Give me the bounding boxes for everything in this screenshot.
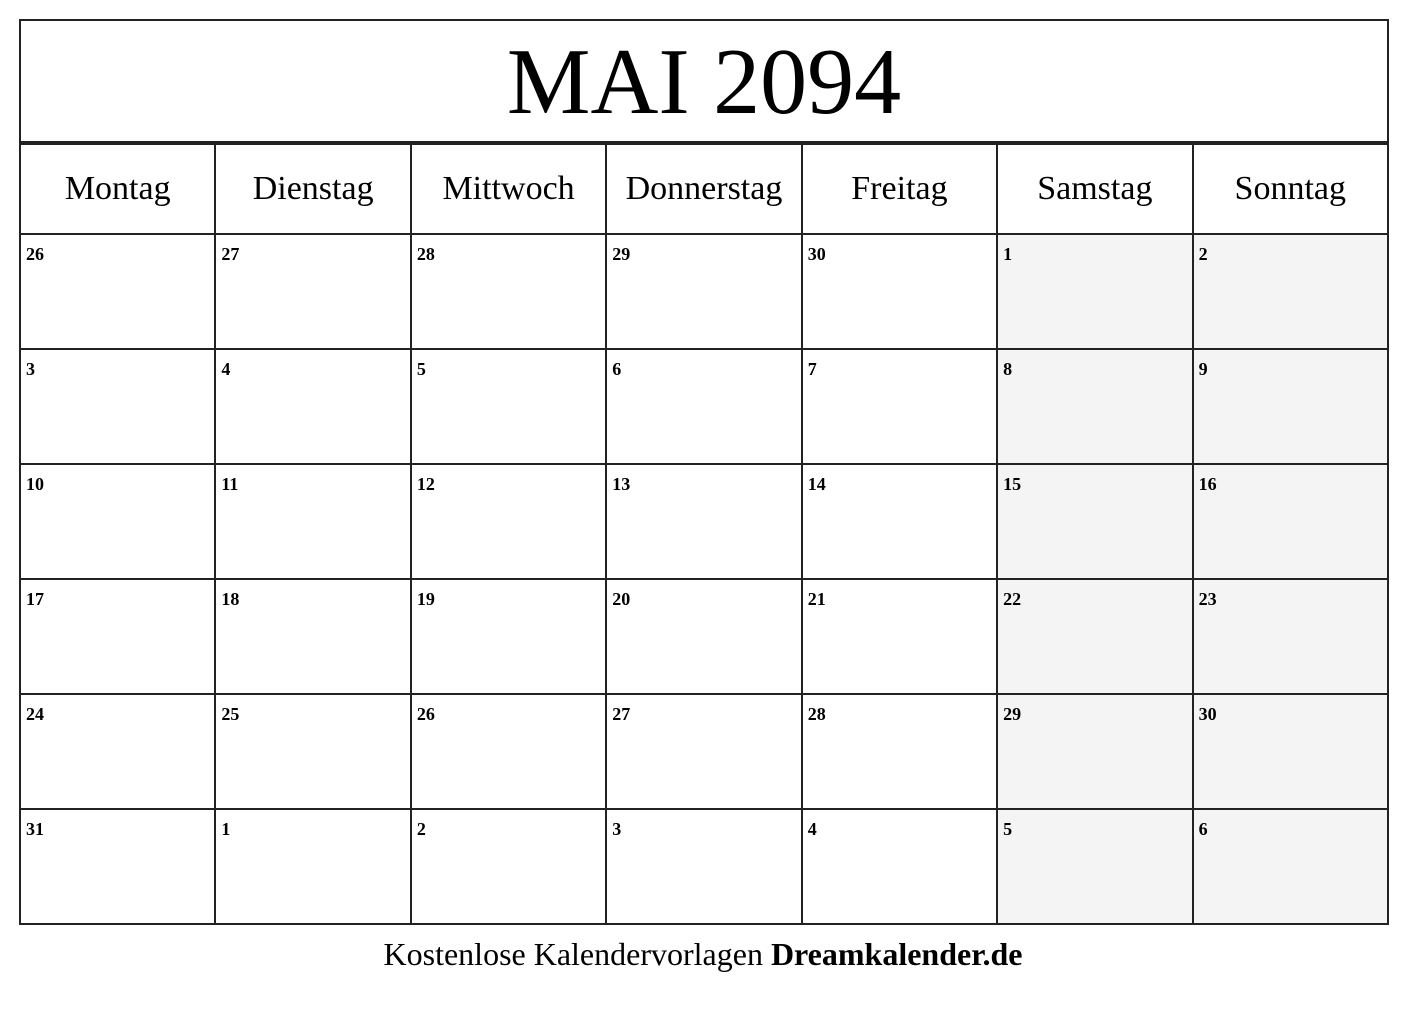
weekday-header-freitag: Freitag bbox=[803, 145, 998, 235]
day-cell bbox=[998, 350, 1193, 465]
day-cell bbox=[216, 350, 411, 465]
day-cell bbox=[412, 465, 607, 580]
calendar-title: MAI 2094 bbox=[506, 30, 902, 134]
footer-brand: Dreamkalender.de bbox=[770, 936, 1023, 972]
day-number: 2 bbox=[416, 819, 426, 839]
day-cell bbox=[412, 350, 607, 465]
day-number: 29 bbox=[1003, 704, 1022, 724]
day-number: 30 bbox=[1198, 704, 1217, 724]
day-number: 14 bbox=[807, 474, 826, 494]
day-number: 23 bbox=[1198, 589, 1217, 609]
day-cell bbox=[216, 810, 411, 925]
day-cell bbox=[1194, 350, 1389, 465]
day-cell bbox=[607, 810, 802, 925]
day-cell bbox=[216, 235, 411, 350]
day-cell bbox=[21, 580, 216, 695]
day-number: 19 bbox=[416, 589, 435, 609]
day-number: 27 bbox=[612, 704, 631, 724]
footer bbox=[0, 936, 1406, 973]
day-number: 29 bbox=[612, 244, 631, 264]
day-cell bbox=[1194, 235, 1389, 350]
day-number: 18 bbox=[221, 589, 240, 609]
day-number: 8 bbox=[1003, 359, 1013, 379]
day-number: 12 bbox=[416, 474, 435, 494]
day-number: 24 bbox=[26, 704, 44, 724]
day-cell bbox=[1194, 580, 1389, 695]
day-number: 1 bbox=[221, 819, 231, 839]
day-cell bbox=[21, 350, 216, 465]
day-cell bbox=[998, 465, 1193, 580]
weekday-header-mittwoch: Mittwoch bbox=[412, 145, 607, 235]
day-cell bbox=[1194, 465, 1389, 580]
day-cell bbox=[998, 235, 1193, 350]
day-cell bbox=[803, 810, 998, 925]
day-cell bbox=[607, 580, 802, 695]
day-cell bbox=[803, 235, 998, 350]
day-cell bbox=[998, 580, 1193, 695]
day-number: 13 bbox=[612, 474, 631, 494]
day-number: 31 bbox=[26, 819, 44, 839]
day-cell bbox=[607, 350, 802, 465]
day-cell bbox=[803, 350, 998, 465]
day-cell bbox=[216, 580, 411, 695]
day-cell bbox=[21, 810, 216, 925]
day-cell bbox=[998, 695, 1193, 810]
day-cell bbox=[607, 465, 802, 580]
day-number: 10 bbox=[26, 474, 44, 494]
day-cell bbox=[412, 695, 607, 810]
day-number: 26 bbox=[26, 244, 44, 264]
day-number: 9 bbox=[1198, 359, 1208, 379]
weekday-header-samstag: Samstag bbox=[998, 145, 1193, 235]
day-number: 4 bbox=[221, 359, 231, 379]
day-number: 2 bbox=[1198, 244, 1208, 264]
day-cell bbox=[803, 465, 998, 580]
day-cell bbox=[607, 695, 802, 810]
day-number: 16 bbox=[1198, 474, 1217, 494]
day-number: 11 bbox=[221, 474, 239, 494]
day-number: 28 bbox=[416, 244, 435, 264]
day-cell bbox=[412, 810, 607, 925]
day-number: 17 bbox=[26, 589, 44, 609]
day-number: 15 bbox=[1003, 474, 1022, 494]
day-cell bbox=[21, 465, 216, 580]
day-cell bbox=[803, 580, 998, 695]
day-number: 30 bbox=[807, 244, 826, 264]
day-number: 6 bbox=[612, 359, 622, 379]
day-cell bbox=[21, 695, 216, 810]
calendar-grid bbox=[19, 143, 1389, 925]
day-cell bbox=[412, 235, 607, 350]
weekday-header-donnerstag: Donnerstag bbox=[607, 145, 802, 235]
day-cell bbox=[998, 810, 1193, 925]
day-number: 5 bbox=[1003, 819, 1013, 839]
day-cell bbox=[216, 465, 411, 580]
title-box bbox=[19, 19, 1389, 143]
day-cell bbox=[1194, 695, 1389, 810]
day-number: 25 bbox=[221, 704, 240, 724]
day-number: 28 bbox=[807, 704, 826, 724]
day-cell bbox=[1194, 810, 1389, 925]
day-cell bbox=[803, 695, 998, 810]
day-number: 27 bbox=[221, 244, 240, 264]
day-number: 6 bbox=[1198, 819, 1208, 839]
day-number: 21 bbox=[807, 589, 826, 609]
weekday-header-dienstag: Dienstag bbox=[216, 145, 411, 235]
day-cell bbox=[412, 580, 607, 695]
weekday-header-sonntag: Sonntag bbox=[1194, 145, 1389, 235]
calendar bbox=[19, 19, 1389, 925]
day-number: 3 bbox=[612, 819, 622, 839]
day-cell bbox=[21, 235, 216, 350]
day-number: 3 bbox=[26, 359, 35, 379]
day-number: 26 bbox=[416, 704, 435, 724]
day-number: 20 bbox=[612, 589, 631, 609]
day-number: 7 bbox=[807, 359, 817, 379]
day-cell bbox=[216, 695, 411, 810]
weekday-header-montag: Montag bbox=[21, 145, 216, 235]
day-number: 1 bbox=[1003, 244, 1013, 264]
footer-text: Kostenlose Kalendervorlagen bbox=[383, 936, 763, 972]
day-number: 4 bbox=[807, 819, 817, 839]
day-number: 5 bbox=[416, 359, 426, 379]
day-number: 22 bbox=[1003, 589, 1022, 609]
day-cell bbox=[607, 235, 802, 350]
